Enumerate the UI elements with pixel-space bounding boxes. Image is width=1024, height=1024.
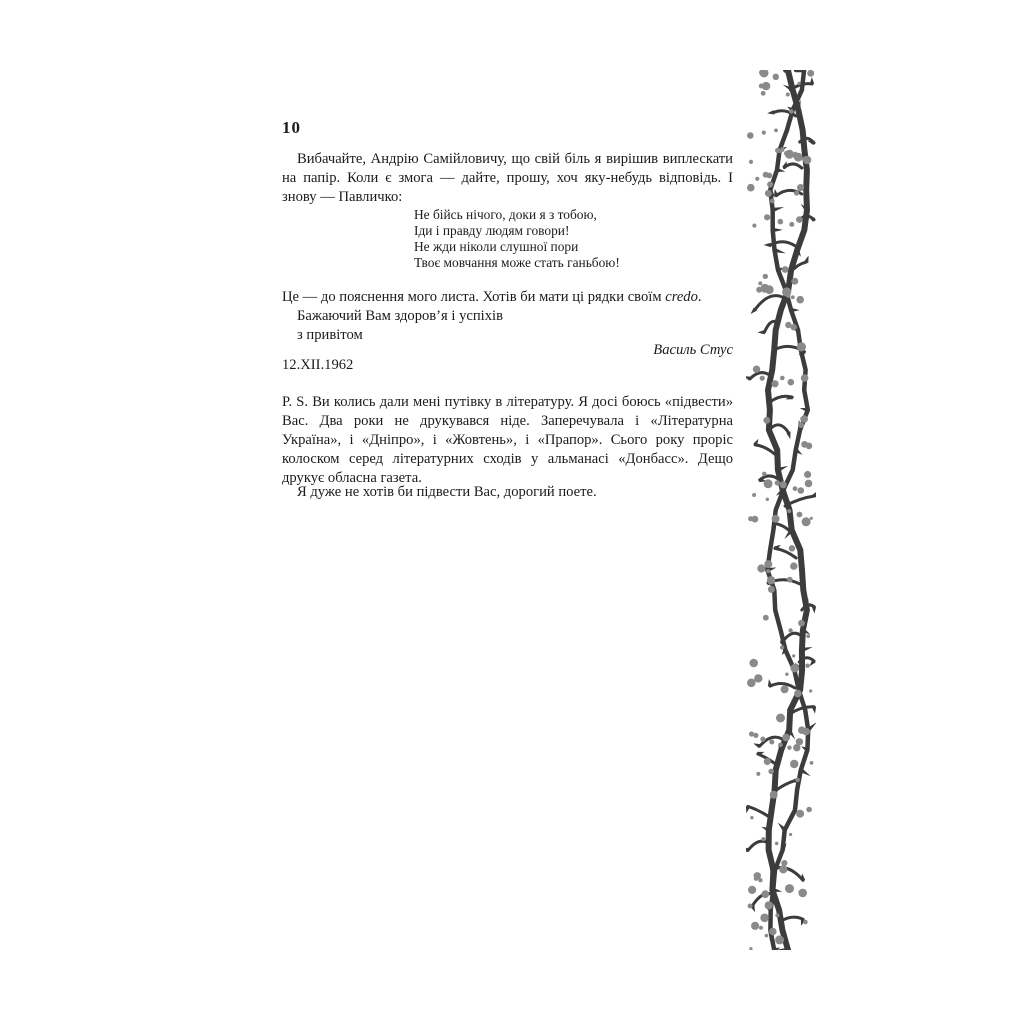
page-number: 10 (282, 118, 301, 137)
letter-paragraph-2 (282, 288, 733, 307)
postscript-paragraph-2: Я дуже не хотів би підвести Вас, дорогий поете. (297, 484, 597, 500)
credo-word: credo (665, 289, 698, 305)
poem-line: Не бійсь нічого, доки я з тобою, (414, 207, 597, 222)
closing-greeting: з привітом (297, 327, 363, 343)
thorn-branch-icon (746, 70, 816, 950)
poem-line: Не жди ніколи слушної пори (414, 239, 579, 254)
credo-period: . (697, 289, 702, 305)
signature: Василь Стус (653, 342, 733, 358)
poem-line: Іди і правду людям говори! (414, 223, 570, 238)
poem-line: Твоє мовчання може стать ганьбою! (414, 255, 620, 270)
poem-quote (414, 207, 620, 271)
credo-sentence: Це — до пояснення мого листа. Хотів би мати ці рядки своїм (282, 289, 666, 305)
postscript-paragraph-1: P. S. Ви колись дали мені путівку в літературу. Я досі боюсь «підвести» Вас. Два роки не друкувався ніде. Заперечувала і «Літературна Україна», і «Дніпро», і «Жовтень», і «Прапор». Сього року проріс колоском серед літературних сходів у альманасі «Донбасс». Дещо друкує обласна газета. (282, 394, 733, 486)
closing-wishes: Бажаючий Вам здоров’я і успіхів (297, 308, 503, 324)
letter-date: 12.XII.1962 (282, 357, 354, 373)
letter-paragraph-1: Вибачайте, Андрію Самійловичу, що свій біль я вирішив виплескати на папір. Коли є змога — дайте, прошу, хоч яку-небудь відповідь. І знову — Павличко: (282, 151, 733, 205)
